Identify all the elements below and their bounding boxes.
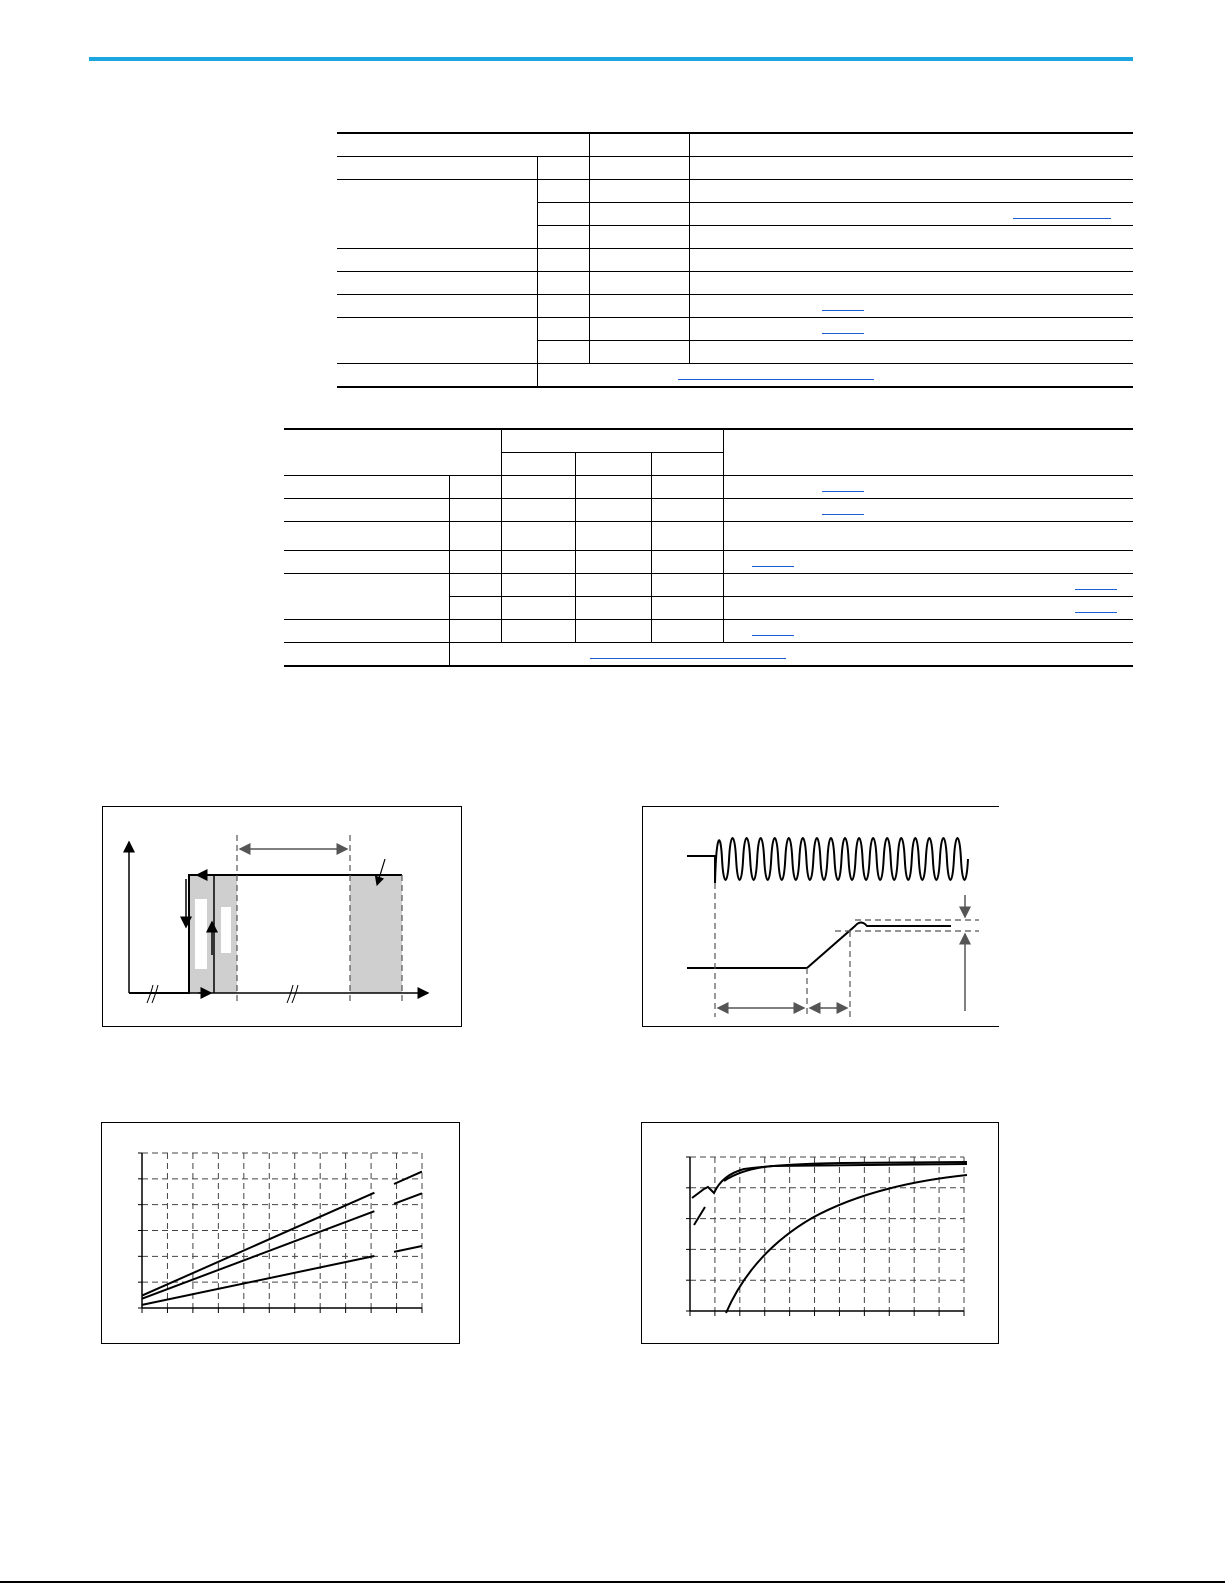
- cross-reference-link[interactable]: [752, 566, 794, 567]
- series-line: [142, 1211, 374, 1298]
- table-row: [284, 476, 1133, 499]
- table-row: [337, 295, 1133, 318]
- series-curve-slow: [726, 1175, 967, 1313]
- cross-reference-link[interactable]: [1013, 218, 1111, 219]
- table-row: [337, 157, 1133, 180]
- series-line-segment: [394, 1172, 422, 1184]
- cross-reference-link[interactable]: [822, 333, 864, 334]
- series-curve-slow-start: [694, 1207, 705, 1225]
- header-accent-bar: [89, 57, 1133, 61]
- spec-table-2: [284, 428, 1133, 667]
- table-row: [284, 551, 1133, 574]
- footer-rule: [0, 1581, 1225, 1583]
- cross-reference-link[interactable]: [1075, 589, 1117, 590]
- cross-reference-link[interactable]: [822, 310, 864, 311]
- linear-plot-figure: [101, 1122, 460, 1344]
- table-row: [337, 364, 1133, 388]
- timing-diagram: [103, 807, 461, 1026]
- table-row: [337, 272, 1133, 295]
- series-line-segment: [394, 1246, 422, 1252]
- oscillation-diagram: [643, 807, 999, 1026]
- table-row: [284, 522, 1133, 551]
- output-response-trace: [687, 923, 951, 969]
- shaded-interval-2: [350, 875, 402, 993]
- saturation-plot-figure: [641, 1122, 999, 1344]
- table-row: [284, 620, 1133, 643]
- table-row: [337, 318, 1133, 341]
- table-row: [337, 180, 1133, 203]
- cross-reference-link[interactable]: [822, 514, 864, 515]
- series-line-segment: [394, 1193, 422, 1204]
- label-block: [221, 907, 231, 953]
- table-header-row: [337, 133, 1133, 157]
- spec-table-1: [337, 132, 1133, 388]
- table-header-row: [284, 429, 1133, 453]
- table-row: [337, 249, 1133, 272]
- cross-reference-link[interactable]: [1075, 612, 1117, 613]
- oscillating-input-trace: [687, 838, 968, 883]
- saturation-plot: [642, 1123, 998, 1343]
- table-row: [284, 574, 1133, 597]
- label-block: [195, 899, 207, 969]
- timing-diagram-figure: [102, 806, 462, 1027]
- cross-reference-link[interactable]: [590, 658, 786, 659]
- cross-reference-link[interactable]: [822, 491, 864, 492]
- linear-plot: [102, 1123, 459, 1343]
- table-row: [284, 643, 1133, 667]
- cross-reference-link[interactable]: [678, 379, 874, 380]
- cross-reference-link[interactable]: [752, 635, 794, 636]
- table-row: [284, 499, 1133, 522]
- oscillation-diagram-figure: [642, 806, 999, 1027]
- axis-break: [287, 985, 298, 1003]
